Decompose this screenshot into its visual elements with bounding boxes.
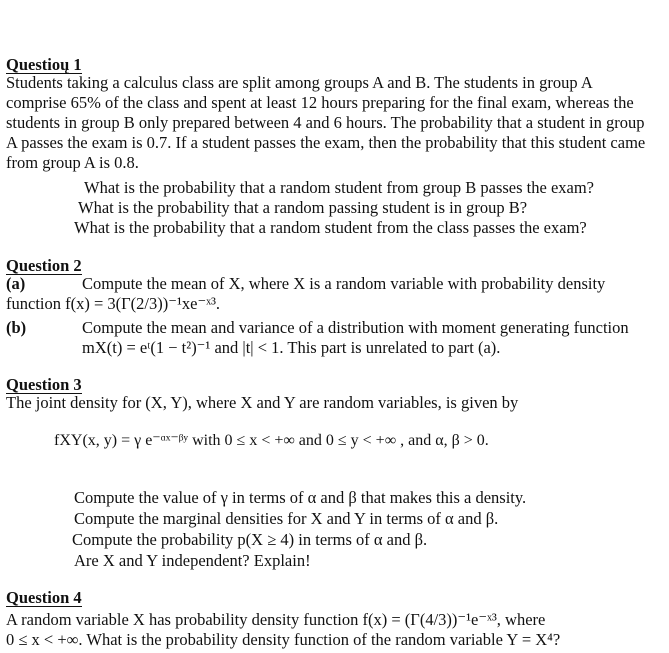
question-1-title: Questioų 1 [6,55,82,74]
question-3-intro: The joint density for (X, Y), where X and Y are random variables, is given by [6,393,519,412]
question-3-part-2: Compute the marginal densities for X and Y in terms of α and β. [74,509,499,528]
question-1-part-1: What is the probability that a random student from group B passes the exam? [84,178,595,197]
part-a-label: (a) [6,274,26,293]
joint-density-formula: fXY(x, y) = γ e⁻ᵅˣ⁻ᵝʸ with 0 ≤ x < +∞ and 0 ≤ y < +∞ , and α, β > 0. [54,432,489,449]
question-1-line-2: comprise 65% of the class and spent at least 12 hours preparing for the final exam, whereas the [6,93,634,112]
question-3-title: Question 3 [6,375,82,394]
part-b-label: (b) [6,318,27,337]
question-3-part-3: Compute the probability p(X ≥ 4) in terms of α and β. [72,530,428,549]
question-1-line-1: Students taking a calculus class are split among groups A and B. The students in group A [6,73,593,92]
question-1-line-5: from group A is 0.8. [6,153,139,172]
question-1-part-2: What is the probability that a random passing student is in group B? [78,198,528,217]
question-3-part-4: Are X and Y independent? Explain! [74,551,311,570]
question-1-line-4: A passes the exam is 0.7. If a student passes the exam, then the probability that this student came [6,133,646,152]
question-1-part-3: What is the probability that a random student from the class passes the exam? [74,218,587,237]
question-2-title: Question 2 [6,256,82,275]
question-2a-line-1: (a) Compute the mean of X, where X is a random variable with probability density [6,274,606,293]
question-3-part-1: Compute the value of γ in terms of α and β that makes this a density. [74,488,527,507]
question-4-line-1: A random variable X has probability density function f(x) = (Γ(4/3))⁻¹e⁻ˣ³, where [6,610,546,629]
question-4-title: Question 4 [6,588,82,607]
question-2b-line-2: mX(t) = eᵗ(1 − t²)⁻¹ and |t| < 1. This part is unrelated to part (a). [82,338,501,357]
question-2a-line-2: function f(x) = 3(Γ(2/3))⁻¹xe⁻ˣ³. [6,294,221,313]
question-1-line-3: students in group B only prepared between 4 and 6 hours. The probability that a student in group [6,113,645,132]
question-2b-line-1: (b) Compute the mean and variance of a distribution with moment generating function [6,318,629,337]
question-4-line-2: 0 ≤ x < +∞. What is the probability density function of the random variable Y = X⁴? [6,630,561,649]
